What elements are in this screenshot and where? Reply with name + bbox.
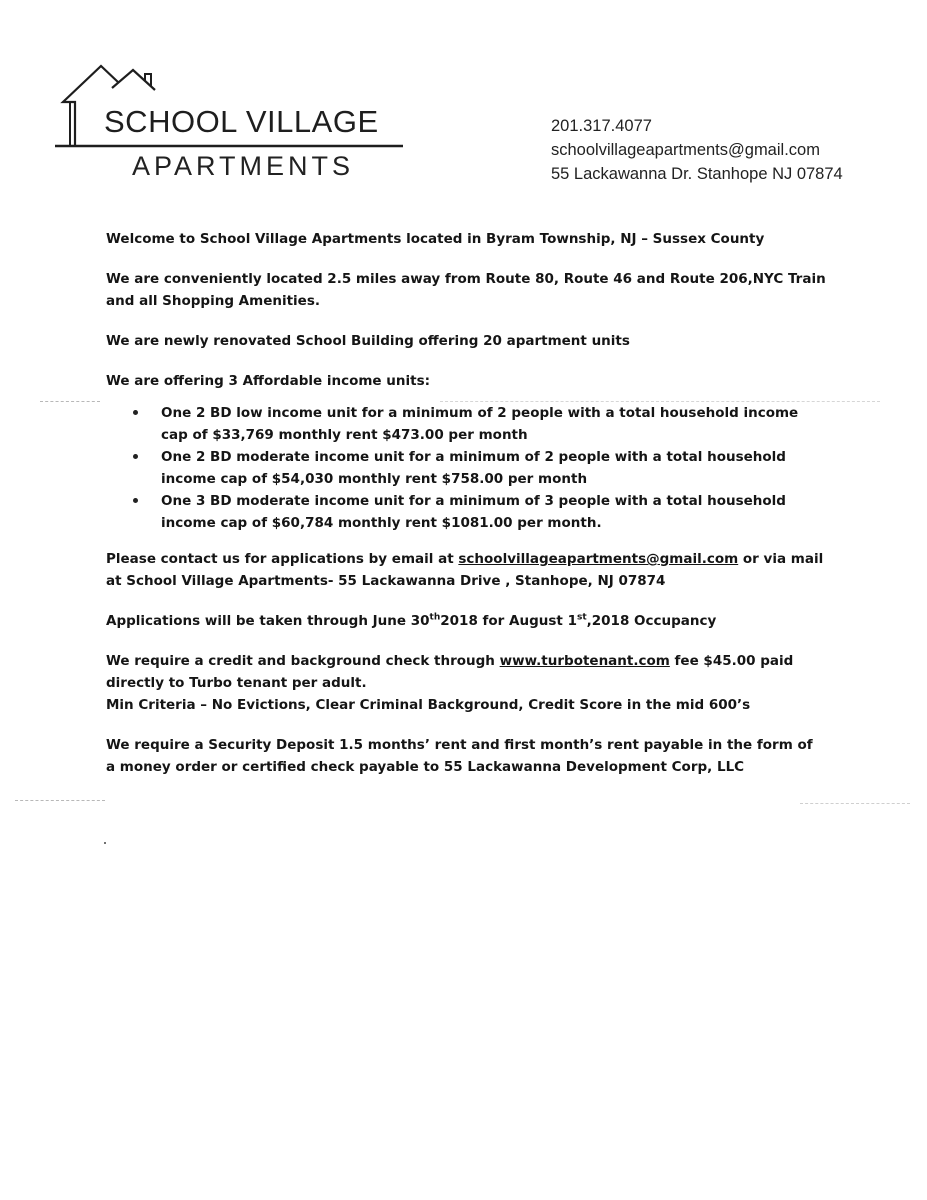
scan-dot [104,842,106,844]
unit-list [106,402,826,534]
offering-text: We are offering 3 Affordable income units: [106,373,431,389]
street-address: 55 Lackawanna Dr. Stanhope NJ 07874 [551,165,843,183]
bullet-icon [133,454,138,459]
list-item: One 2 BD moderate income unit for a minimum of 2 people with a total household income cap of $54,030 monthly rent $758.00 per month [106,446,801,490]
scan-line [800,803,910,804]
logo-subtitle: APARTMENTS [132,151,355,181]
credit-check-text: We require a credit and background check through www.turbotenant.com fee $45.00 paid directly to Turbo tenant per adult. [106,653,794,691]
contact-block [551,114,843,186]
scan-line [40,401,100,402]
location-text: We are conveniently located 2.5 miles away from Route 80, Route 46 and Route 206,NYC Train and all Shopping Amenities. [106,271,826,309]
contact-email: schoolvillageapartments@gmail.com [551,141,820,159]
list-item: One 2 BD low income unit for a minimum of 2 people with a total household income cap of $33,769 monthly rent $473.00 per month [106,402,801,446]
renovated-text: We are newly renovated School Building offering 20 apartment units [106,333,630,349]
logo-title: SCHOOL VILLAGE [104,104,379,139]
welcome-text: Welcome to School Village Apartments located in Byram Township, NJ – Sussex County [106,231,765,247]
bullet-icon [133,410,138,415]
email-link[interactable]: schoolvillageapartments@gmail.com [458,551,739,567]
logo [55,62,415,192]
application-deadline-text: Applications will be taken through June 30th2018 for August 1st,2018 Occupancy [106,612,717,629]
application-contact-text: Please contact us for applications by email at schoolvillageapartments@gmail.com or via mail at School Village Apartments- 55 Lackawanna Drive , Stanhope, NJ 07874 [106,551,824,589]
turbotenant-link[interactable]: www.turbotenant.com [499,653,670,669]
list-item: One 3 BD moderate income unit for a minimum of 3 people with a total household income cap of $60,784 monthly rent $1081.00 per month. [106,490,801,534]
scan-line [15,800,105,801]
phone-number: 201.317.4077 [551,117,652,135]
flyer-body [106,228,826,778]
deposit-text: We require a Security Deposit 1.5 months’ rent and first month’s rent payable in the form of a money order or certified check payable to 55 Lackawanna Development Corp, LLC [106,737,813,775]
criteria-text: Min Criteria – No Evictions, Clear Criminal Background, Credit Score in the mid 600’s [106,697,751,713]
bullet-icon [133,498,138,503]
